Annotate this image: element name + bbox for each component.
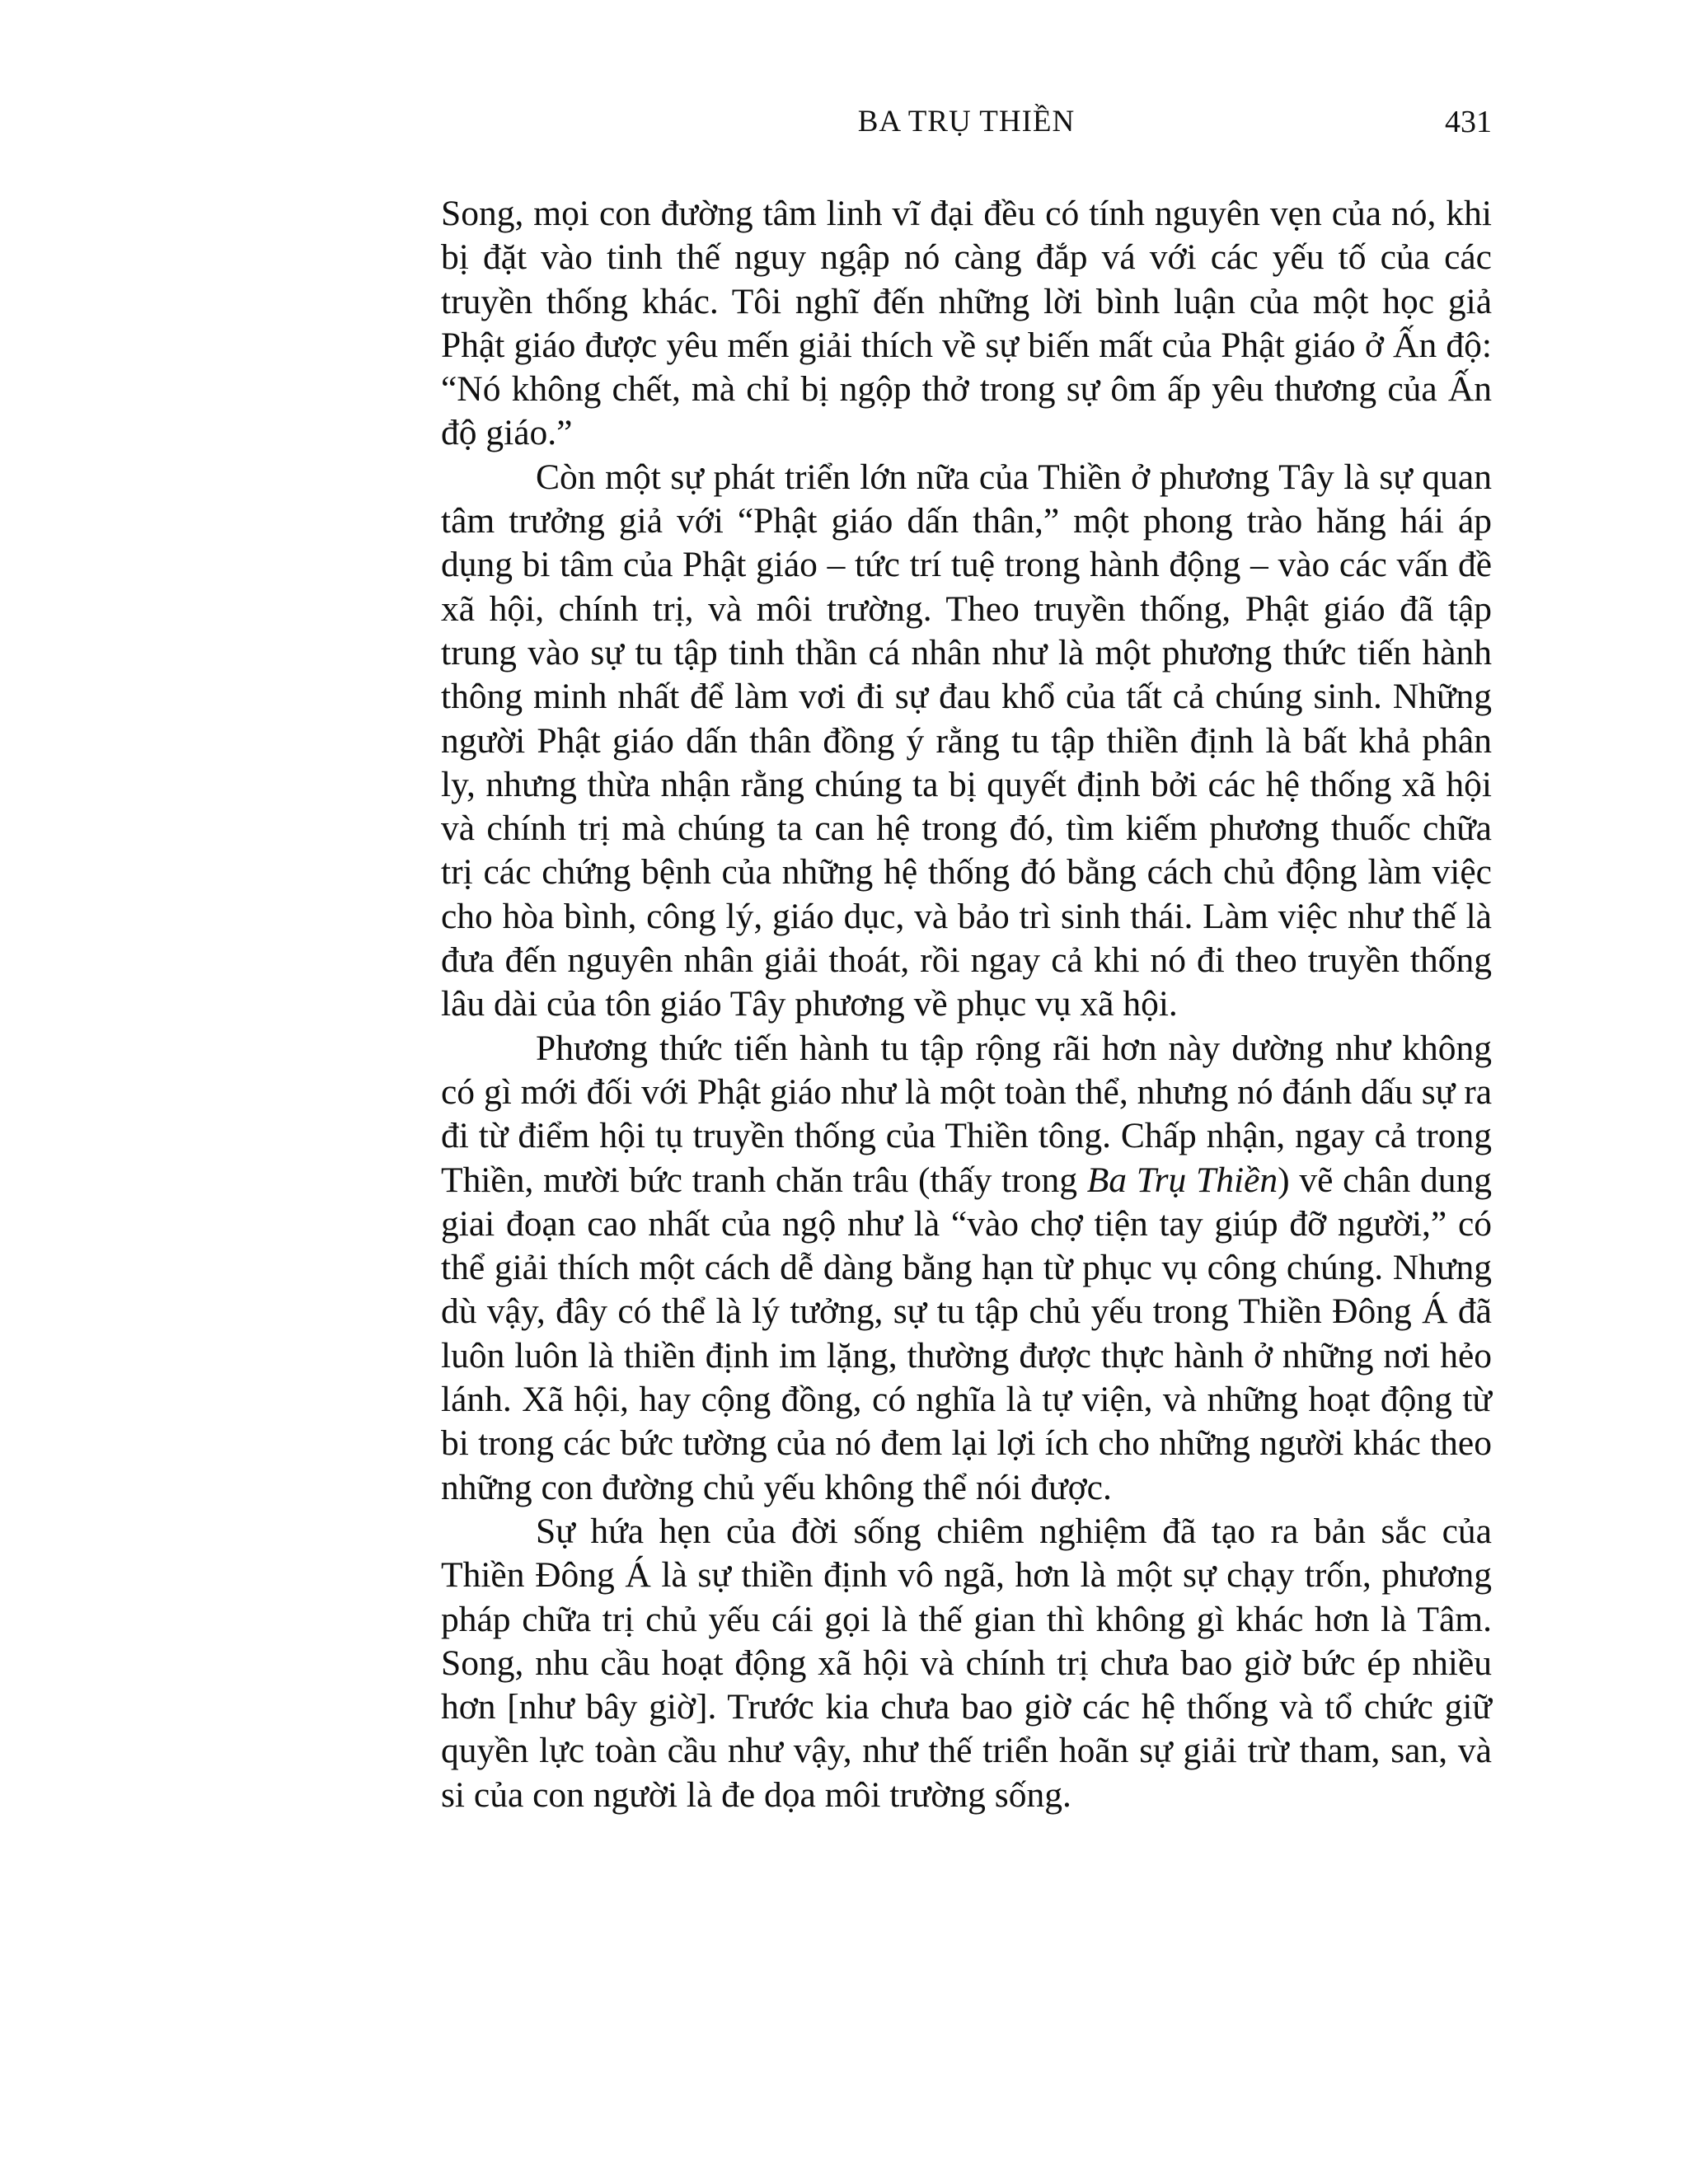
page-number: 431: [1445, 105, 1492, 139]
book-title-italic: Ba Trụ Thiền: [1086, 1160, 1278, 1200]
paragraph-3-text-start: Phương thức tiến hành tu tập rộng rãi hơn này dường như không có gì mới đối với Phật giáo như là một toàn thể, nhưng nó đánh dấu sự ra đi từ điểm hội tụ truyền thống của Thiền tông. Chấp nhận, ngay cả trong Thiền, mười bức tranh chăn trâu (thấy trong: [441, 1028, 1492, 1200]
paragraph-4: Sự hứa hẹn của đời sống chiêm nghiệm đã tạo ra bản sắc của Thiền Đông Á là sự thiền định vô ngã, hơn là một sự chạy trốn, phương pháp chữa trị chủ yếu cái gọi là thế gian thì không gì khác hơn là Tâm. Song, nhu cầu hoạt động xã hội và chính trị chưa bao giờ bức ép nhiều hơn [như bây giờ]. Trước kia chưa bao giờ các hệ thống và tổ chức giữ quyền lực toàn cầu như vậy, như thế triển hoãn sự giải trừ tham, san, và si của con người là đe dọa môi trường sống.: [441, 1511, 1492, 1815]
body-text: [441, 192, 1492, 1817]
paragraph-1: Song, mọi con đường tâm linh vĩ đại đều có tính nguyên vẹn của nó, khi bị đặt vào tinh thế nguy ngập nó càng đắp vá với các yếu tố của các truyền thống khác. Tôi nghĩ đến những lời bình luận của một học giả Phật giáo được yêu mến giải thích về sự biến mất của Phật giáo ở Ấn độ: “Nó không chết, mà chỉ bị ngộp thở trong sự ôm ấp yêu thương của Ấn độ giáo.”: [441, 194, 1492, 453]
paragraph-3-text-end: ) vẽ chân dung giai đoạn cao nhất của ngộ như là “vào chợ tiện tay giúp đỡ người,” có thể giải thích một cách dễ dàng bằng hạn từ phục vụ công chúng. Nhưng dù vậy, đây có thể là lý tưởng, sự tu tập chủ yếu trong Thiền Đông Á đã luôn luôn là thiền định im lặng, thường được thực hành ở những nơi hẻo lánh. Xã hội, hay cộng đồng, có nghĩa là tự viện, và những hoạt động từ bi trong các bức tường của nó đem lại lợi ích cho những người khác theo những con đường chủ yếu không thể nói được.: [441, 1160, 1492, 1507]
paragraph-2: Còn một sự phát triển lớn nữa của Thiền ở phương Tây là sự quan tâm trưởng giả với “Phật giáo dấn thân,” một phong trào hăng hái áp dụng bi tâm của Phật giáo – tức trí tuệ trong hành động – vào các vấn đề xã hội, chính trị, và môi trường. Theo truyền thống, Phật giáo đã tập trung vào sự tu tập tinh thần cá nhân như là một phương thức tiến hành thông minh nhất để làm vơi đi sự đau khổ của tất cả chúng sinh. Những người Phật giáo dấn thân đồng ý rằng tu tập thiền định là bất khả phân ly, nhưng thừa nhận rằng chúng ta bị quyết định bởi các hệ thống xã hội và chính trị mà chúng ta can hệ trong đó, tìm kiếm phương thuốc chữa trị các chứng bệnh của những hệ thống đó bằng cách chủ động làm việc cho hòa bình, công lý, giáo dục, và bảo trì sinh thái. Làm việc như thế là đưa đến nguyên nhân giải thoát, rồi ngay cả khi nó đi theo truyền thống lâu dài của tôn giáo Tây phương về phục vụ xã hội.: [441, 457, 1492, 1024]
running-header: [441, 97, 1492, 147]
paragraph-3: [441, 1027, 1492, 1510]
running-title: BA TRỤ THIỀN: [857, 105, 1076, 138]
